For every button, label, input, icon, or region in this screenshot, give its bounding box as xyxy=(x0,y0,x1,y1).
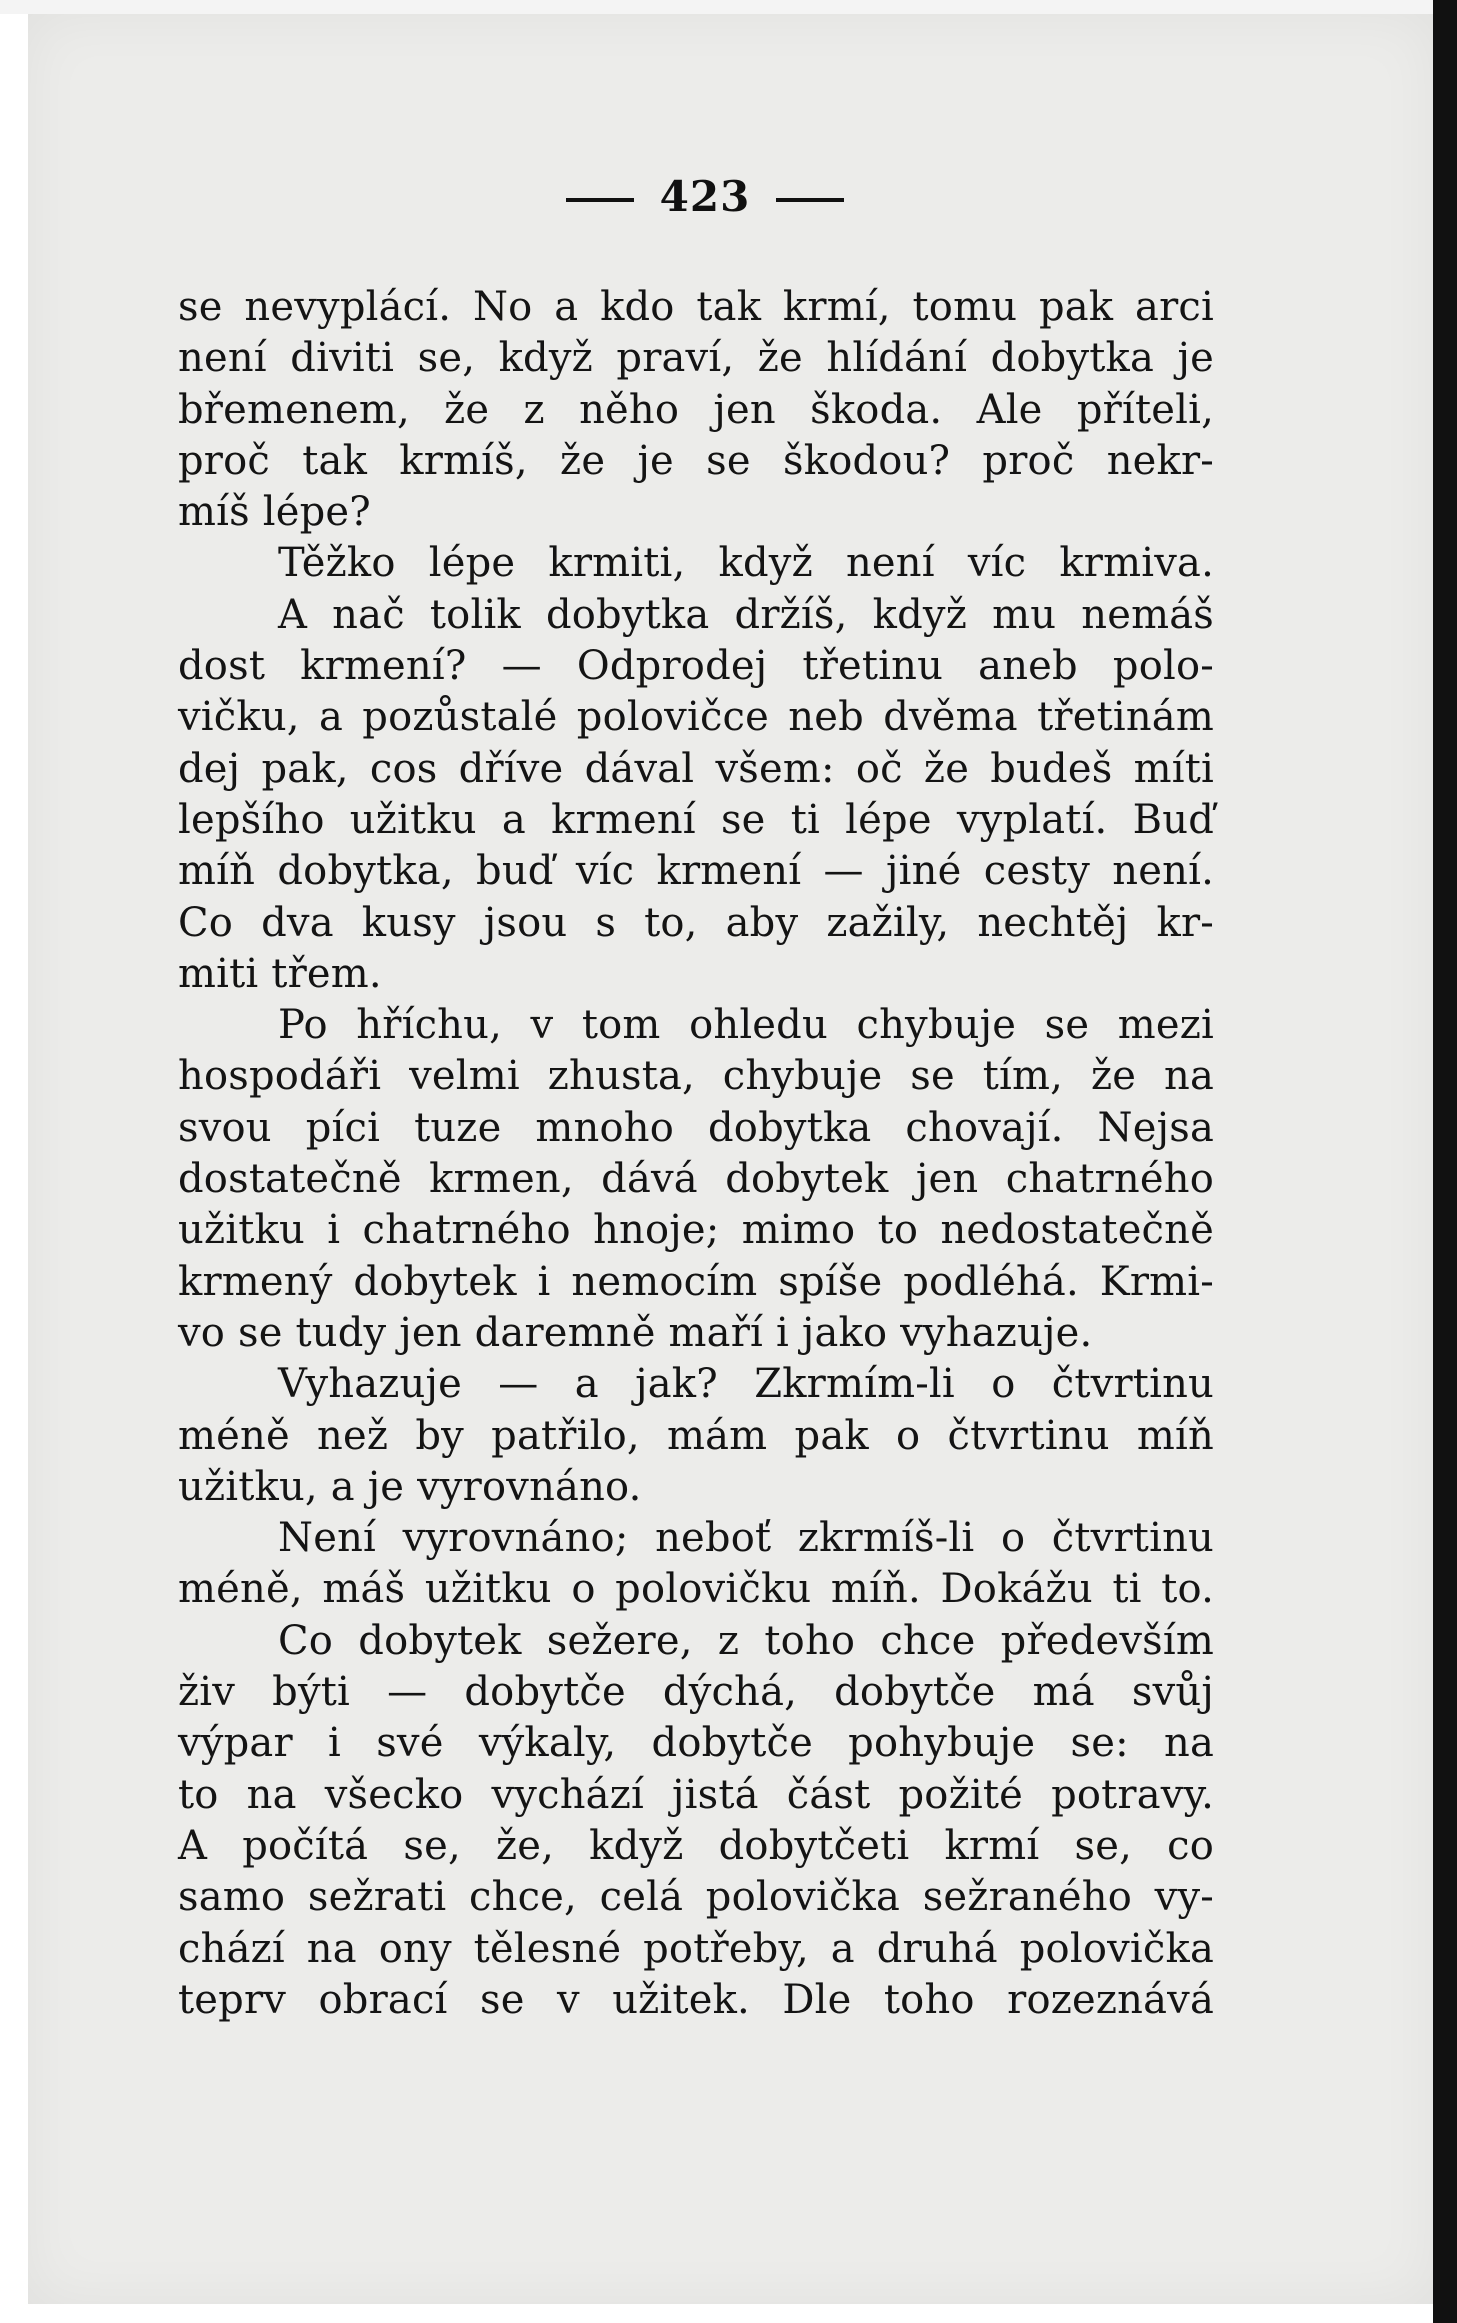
text-line: to na všecko vychází jistá část požité potravy. xyxy=(178,1771,1214,1818)
text-line: samo sežrati chce, celá polovička sežraného vy- xyxy=(178,1874,1214,1921)
text-line: A nač tolik dobytka držíš, když mu nemáš xyxy=(278,591,1214,638)
header-dash-right xyxy=(776,198,844,202)
text-line: svou píci tuze mnoho dobytka chovají. Nejsa xyxy=(178,1104,1214,1151)
text-line: Po hříchu, v tom ohledu chybuje se mezi xyxy=(278,1002,1214,1049)
body-text xyxy=(178,282,1214,2026)
text-line: míš lépe? xyxy=(178,489,371,536)
text-line: proč tak krmíš, že je se škodou? proč nekr- xyxy=(178,437,1214,484)
text-line: dostatečně krmen, dává dobytek jen chatrného xyxy=(178,1156,1214,1203)
text-line: Těžko lépe krmiti, když není víc krmiva. xyxy=(278,540,1214,587)
header-dash-left xyxy=(566,198,634,202)
text-line: hospodáři velmi zhusta, chybuje se tím, že na xyxy=(178,1053,1214,1100)
text-line: Co dobytek sežere, z toho chce především xyxy=(278,1617,1214,1664)
text-line: teprv obrací se v užitek. Dle toho rozeznává xyxy=(178,1976,1214,2023)
text-line: užitku, a je vyrovnáno. xyxy=(178,1463,642,1510)
text-line: výpar i své výkaly, dobytče pohybuje se: na xyxy=(178,1720,1214,1767)
text-line: vo se tudy jen daremně maří i jako vyhazuje. xyxy=(178,1309,1093,1356)
text-line: živ býti — dobytče dýchá, dobytče má svůj xyxy=(178,1669,1214,1716)
text-line: se nevyplácí. No a kdo tak krmí, tomu pak arci xyxy=(178,284,1214,330)
text-line: méně než by patřilo, mám pak o čtvrtinu míň xyxy=(178,1412,1214,1459)
text-line: lepšího užitku a krmení se ti lépe vyplatí. Buď xyxy=(178,796,1214,843)
text-line: Není vyrovnáno; neboť zkrmíš-li o čtvrtinu xyxy=(278,1515,1214,1562)
book-spine-shadow xyxy=(1433,0,1457,2323)
text-line: méně, máš užitku o polovičku míň. Dokážu ti to. xyxy=(178,1566,1214,1613)
page-number: 423 xyxy=(659,172,751,221)
text-line: Vyhazuje — a jak? Zkrmím-li o čtvrtinu xyxy=(278,1361,1214,1408)
text-line: vičku, a pozůstalé polovičce neb dvěma třetinám xyxy=(178,694,1214,741)
text-line: dost krmení? — Odprodej třetinu aneb polo- xyxy=(178,643,1214,690)
text-line: Co dva kusy jsou s to, aby zažily, nechtěj kr- xyxy=(178,899,1214,946)
text-line: krmený dobytek i nemocím spíše podléhá. Krmi- xyxy=(178,1258,1214,1305)
text-line: miti třem. xyxy=(178,950,382,997)
text-line: míň dobytka, buď víc krmení — jiné cesty není. xyxy=(178,848,1214,895)
text-line: užitku i chatrného hnoje; mimo to nedostatečně xyxy=(178,1207,1214,1254)
text-line: chází na ony tělesné potřeby, a druhá polovička xyxy=(178,1925,1214,1972)
text-line: A počítá se, že, když dobytčeti krmí se, co xyxy=(178,1822,1214,1869)
page-header xyxy=(0,172,1410,221)
scan-top-margin xyxy=(0,0,1457,14)
text-line: není diviti se, když praví, že hlídání dobytka je xyxy=(178,335,1214,382)
text-line: dej pak, cos dříve dával všem: oč že budeš míti xyxy=(178,745,1214,792)
text-line: břemenem, že z něho jen škoda. Ale příteli, xyxy=(178,386,1214,433)
